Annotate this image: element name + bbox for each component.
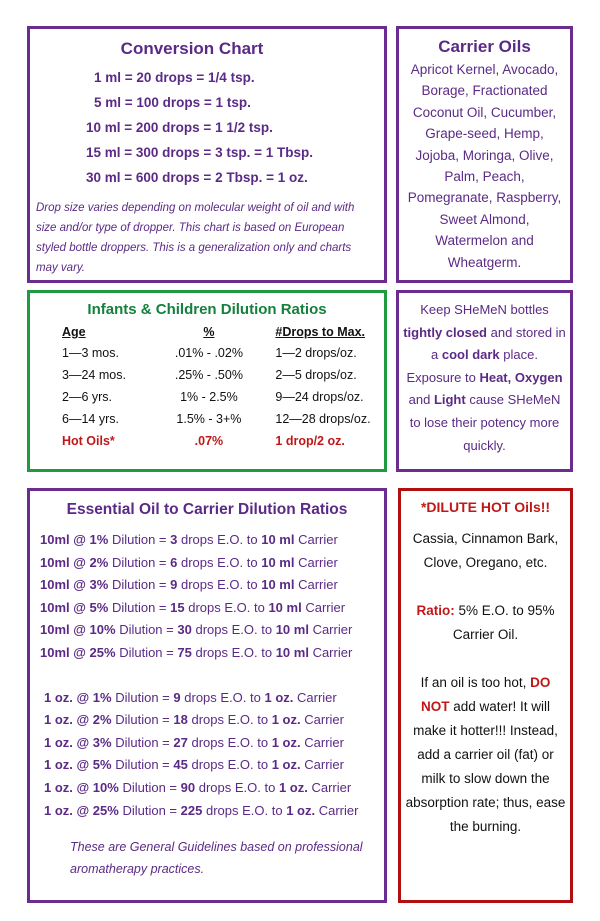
ratio-value: 5% E.O. to 95% Carrier Oil. bbox=[452, 603, 555, 642]
table-row bbox=[52, 364, 384, 386]
storage-text-part: cause SHeMeN to lose their potency more quickly. bbox=[409, 392, 561, 453]
storage-text-part: and bbox=[408, 392, 431, 408]
carrier-label: Carrier bbox=[318, 802, 359, 818]
volume-percent: 10ml @ 10% bbox=[40, 622, 116, 638]
column-header-age: Age bbox=[62, 325, 86, 339]
drop-count: 9 bbox=[170, 577, 178, 593]
dilution-label: Dilution = bbox=[111, 532, 167, 547]
dilution-label: Dilution = bbox=[115, 734, 170, 750]
dilution-label: Dilution = bbox=[115, 689, 170, 705]
storage-bold-part: cool dark bbox=[441, 347, 500, 363]
dilution-row bbox=[30, 529, 384, 552]
carrier-volume: 1 oz. bbox=[271, 757, 301, 773]
carrier-label: Carrier bbox=[304, 734, 344, 750]
carrier-volume: 10 ml bbox=[268, 599, 302, 615]
carrier-label: Carrier bbox=[312, 622, 353, 638]
infant-dilution-title: Infants & Children Dilution Ratios bbox=[87, 301, 327, 318]
carrier-volume: 1 oz. bbox=[271, 712, 301, 728]
dilution-row bbox=[30, 597, 384, 620]
drop-count: 75 bbox=[177, 644, 192, 660]
eo-label: drops E.O. to bbox=[195, 622, 273, 638]
storage-text-part: and stored in a bbox=[431, 324, 566, 363]
percent-cell: 1% - 2.5% bbox=[180, 390, 238, 404]
hot-oils-title: *DILUTE HOT Oils!! bbox=[420, 499, 551, 515]
storage-bold-part: tightly closed bbox=[403, 324, 487, 340]
carrier-label: Carrier bbox=[298, 554, 338, 570]
carrier-volume: 10 ml bbox=[275, 622, 309, 638]
volume-percent: 10ml @ 3% bbox=[40, 577, 109, 593]
warning-text: If an oil is too hot, bbox=[420, 675, 527, 690]
dilution-row bbox=[30, 574, 384, 597]
oz-dilution-rows bbox=[30, 687, 384, 823]
volume-percent: 1 oz. @ 2% bbox=[44, 712, 112, 728]
storage-panel bbox=[396, 290, 573, 472]
volume-percent: 10ml @ 5% bbox=[40, 599, 109, 615]
drop-count: 45 bbox=[173, 757, 188, 773]
eo-label: drops E.O. to bbox=[205, 802, 283, 818]
eo-label: drops E.O. to bbox=[181, 577, 258, 593]
drop-count: 18 bbox=[173, 712, 188, 728]
hot-oils-warning bbox=[401, 671, 570, 839]
drop-count: 30 bbox=[177, 622, 192, 638]
carrier-volume: 1 oz. bbox=[271, 734, 301, 750]
drop-count: 15 bbox=[170, 599, 185, 615]
hot-oils-panel bbox=[398, 488, 573, 903]
carrier-volume: 1 oz. bbox=[278, 779, 308, 795]
dilution-row bbox=[30, 709, 384, 732]
drop-count: 27 bbox=[173, 734, 188, 750]
conversion-row: 1 ml = 20 drops = 1/4 tsp. bbox=[94, 70, 255, 85]
carrier-volume: 10 ml bbox=[261, 532, 295, 547]
conversion-row: 10 ml = 200 drops = 1 1/2 tsp. bbox=[86, 120, 273, 135]
eo-label: drops E.O. to bbox=[181, 532, 258, 547]
dilution-row bbox=[30, 687, 384, 710]
dilution-row bbox=[30, 754, 384, 777]
infant-dilution-table bbox=[52, 322, 384, 452]
column-header-percent: % bbox=[203, 325, 215, 339]
hot-oils-row bbox=[52, 430, 384, 452]
dilution-label: Dilution = bbox=[122, 779, 178, 795]
do-not-text: DO NOT bbox=[420, 675, 551, 714]
storage-bold-part: Heat, Oxygen bbox=[479, 369, 563, 385]
dilution-label: Dilution = bbox=[115, 712, 170, 728]
age-cell: 2—6 yrs. bbox=[62, 390, 113, 404]
dilution-label: Dilution = bbox=[119, 644, 174, 660]
storage-text-part: place. Exposure to bbox=[406, 347, 538, 385]
drop-count: 90 bbox=[180, 779, 196, 795]
carrier-label: Carrier bbox=[312, 644, 353, 660]
table-header-row bbox=[52, 322, 384, 342]
essential-oil-dilution-panel bbox=[27, 488, 387, 903]
eo-label: drops E.O. to bbox=[181, 554, 258, 570]
eo-label: drops E.O. to bbox=[191, 712, 269, 728]
eo-label: drops E.O. to bbox=[184, 689, 261, 705]
carrier-volume: 10 ml bbox=[261, 554, 295, 570]
carrier-oils-panel bbox=[396, 26, 573, 283]
hot-oils-percent: .07% bbox=[194, 434, 224, 448]
drops-cell: 9—24 drops/oz. bbox=[275, 390, 364, 404]
eo-label: drops E.O. to bbox=[188, 599, 265, 615]
carrier-oils-title: Carrier Oils bbox=[438, 37, 531, 56]
table-row bbox=[52, 408, 384, 430]
storage-bold-part: Light bbox=[433, 392, 466, 408]
dilution-row bbox=[30, 552, 384, 575]
dilution-label: Dilution = bbox=[111, 599, 167, 615]
drop-count: 9 bbox=[173, 689, 181, 705]
infant-dilution-panel bbox=[27, 290, 387, 472]
dilution-label: Dilution = bbox=[115, 757, 170, 773]
volume-percent: 1 oz. @ 5% bbox=[44, 757, 112, 773]
drops-cell: 2—5 drops/oz. bbox=[275, 368, 357, 382]
warning-text: add water! It will make it hotter!!! Instead, add a carrier oil (fat) or milk to slow down the absorption rate; thus, ease the burning. bbox=[405, 699, 566, 834]
dilution-row bbox=[30, 800, 384, 823]
volume-percent: 1 oz. @ 3% bbox=[44, 734, 112, 750]
carrier-volume: 10 ml bbox=[275, 644, 309, 660]
age-cell: 3—24 mos. bbox=[62, 368, 126, 382]
eo-label: drops E.O. to bbox=[195, 644, 273, 660]
ratio-label: Ratio: bbox=[416, 603, 455, 618]
ml-dilution-rows bbox=[30, 529, 384, 665]
volume-percent: 1 oz. @ 1% bbox=[44, 689, 112, 705]
volume-percent: 1 oz. @ 25% bbox=[44, 802, 119, 818]
storage-text bbox=[399, 293, 570, 457]
dilution-label: Dilution = bbox=[122, 802, 178, 818]
carrier-label: Carrier bbox=[298, 577, 338, 593]
guidelines-note: These are General Guidelines based on professional aromatherapy practices. bbox=[70, 840, 363, 877]
essential-oil-dilution-title: Essential Oil to Carrier Dilution Ratios bbox=[66, 501, 348, 518]
storage-text-part: Keep SHeMeN bottles bbox=[420, 302, 549, 317]
volume-percent: 1 oz. @ 10% bbox=[44, 779, 119, 795]
dilution-label: Dilution = bbox=[111, 577, 167, 593]
hot-oils-examples: Cassia, Cinnamon Bark, Clove, Oregano, etc. bbox=[412, 531, 559, 570]
percent-cell: .25% - .50% bbox=[174, 368, 243, 382]
carrier-volume: 1 oz. bbox=[286, 802, 316, 818]
eo-label: drops E.O. to bbox=[198, 779, 276, 795]
conversion-row: 5 ml = 100 drops = 1 tsp. bbox=[94, 95, 251, 110]
age-cell: 1—3 mos. bbox=[62, 346, 119, 360]
percent-cell: 1.5% - 3+% bbox=[176, 412, 242, 426]
volume-percent: 10ml @ 2% bbox=[40, 554, 109, 570]
volume-percent: 10ml @ 1% bbox=[40, 532, 109, 547]
dilution-row bbox=[30, 777, 384, 800]
age-cell: 6—14 yrs. bbox=[62, 412, 119, 426]
carrier-label: Carrier bbox=[305, 599, 346, 615]
dilution-label: Dilution = bbox=[111, 554, 167, 570]
percent-cell: .01% - .02% bbox=[174, 346, 243, 360]
hot-oils-label: Hot Oils* bbox=[62, 434, 115, 448]
table-row bbox=[52, 386, 384, 408]
conversion-rows bbox=[30, 65, 384, 190]
drops-cell: 1—2 drops/oz. bbox=[275, 346, 357, 360]
carrier-oils-list: Apricot Kernel, Avocado, Borage, Fractionated Coconut Oil, Cucumber, Grape-seed, Hemp, Jojoba, Moringa, Olive, Palm, Peach, Pomegranate, Raspberry, Sweet Almond, Watermelon and Wheatgerm. bbox=[407, 62, 562, 270]
dilution-label: Dilution = bbox=[119, 622, 174, 638]
conversion-chart-panel bbox=[27, 26, 387, 283]
eo-label: drops E.O. to bbox=[191, 734, 269, 750]
carrier-label: Carrier bbox=[297, 689, 337, 705]
hot-oils-drops: 1 drop/2 oz. bbox=[275, 434, 345, 448]
volume-percent: 10ml @ 25% bbox=[40, 644, 116, 660]
dilution-row bbox=[30, 732, 384, 755]
drop-count: 225 bbox=[180, 802, 203, 818]
dilution-row bbox=[30, 619, 384, 642]
drop-count: 3 bbox=[170, 532, 178, 547]
drops-cell: 12—28 drops/oz. bbox=[275, 412, 371, 426]
carrier-label: Carrier bbox=[304, 757, 344, 773]
dilution-row bbox=[30, 642, 384, 665]
column-header-drops: #Drops to Max. bbox=[275, 325, 365, 339]
hot-oils-ratio bbox=[401, 599, 570, 647]
conversion-chart-title: Conversion Chart bbox=[120, 39, 264, 58]
conversion-note: Drop size varies depending on molecular weight of oil and with size and/or type of dropper. This chart is based on European styled bottle droppers. This is a generalization only and charts may vary. bbox=[36, 202, 355, 274]
conversion-row: 30 ml = 600 drops = 2 Tbsp. = 1 oz. bbox=[86, 170, 308, 185]
carrier-label: Carrier bbox=[311, 779, 352, 795]
conversion-row: 15 ml = 300 drops = 3 tsp. = 1 Tbsp. bbox=[86, 145, 313, 160]
carrier-label: Carrier bbox=[304, 712, 344, 728]
carrier-label: Carrier bbox=[298, 532, 338, 547]
drop-count: 6 bbox=[170, 554, 178, 570]
carrier-volume: 1 oz. bbox=[264, 689, 294, 705]
carrier-volume: 10 ml bbox=[261, 577, 295, 593]
eo-label: drops E.O. to bbox=[191, 757, 269, 773]
table-row bbox=[52, 342, 384, 364]
